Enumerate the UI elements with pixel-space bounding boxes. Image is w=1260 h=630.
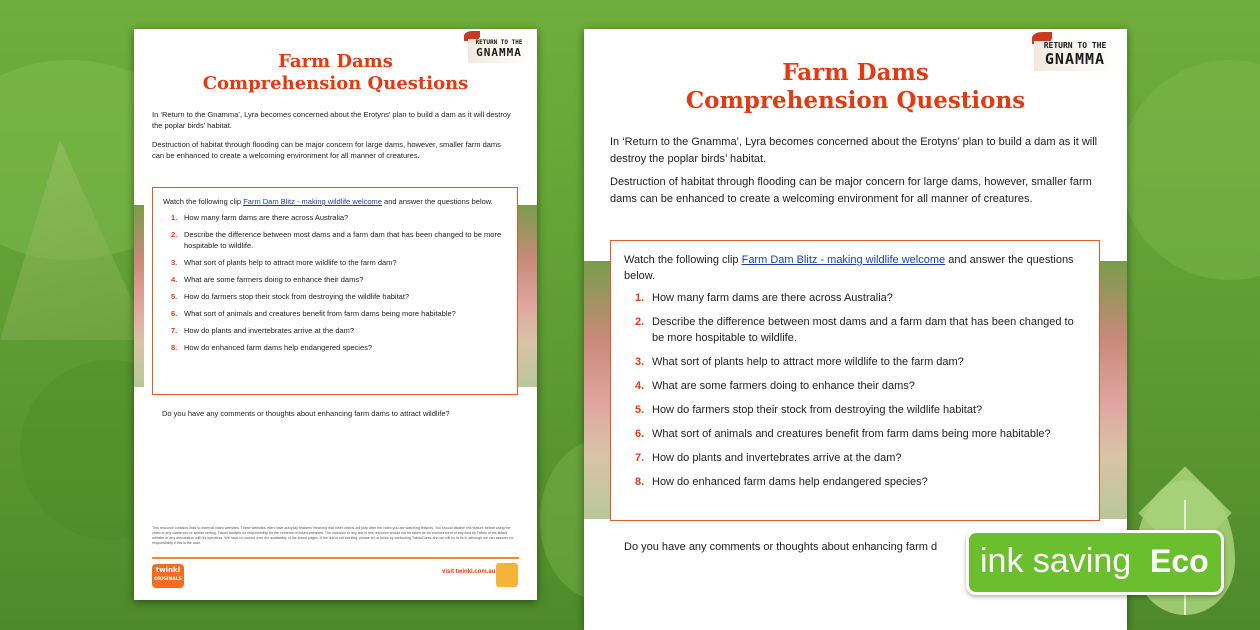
- intro-paragraph: In ‘Return to the Gnamma’, Lyra becomes concerned about the Erotyns’ plan to build a dam as it will destroy the poplar birds’ habitat.: [152, 110, 511, 130]
- badge-icon: [496, 563, 518, 587]
- background-foliage: [1120, 60, 1260, 280]
- footer-disclaimer: This resource contains links to external video websites. These websites often have autoplay features meaning that other videos will play after the video you are watching finishes. You should disable this feature before using the video in any classroom or similar setting. Twinkl accepts no responsibility for the contents of linked websites. The inclusion of any link in this resource should not be taken as an endorsement of any kind by Twinkl of the linked website or any association with its operators. We have no control over the availability of the linked pages. If the link is not working, please let us know by contacting TwinklCares and we will try to fix it, although we can assume no responsibility if this is the case.: [152, 526, 514, 545]
- context-paragraph: Destruction of habitat through flooding can be major concern for large dams, however, smaller farm dams can be enhanced to create a welcoming environment for all manner of creatures.: [610, 176, 1092, 205]
- questions-intro: Watch the following clip Farm Dam Blitz - making wildlife welcome and answer the questions below.: [624, 254, 1074, 282]
- video-link[interactable]: Farm Dam Blitz - making wildlife welcome: [243, 197, 382, 206]
- closing-question: Do you have any comments or thoughts about enhancing farm d: [624, 541, 938, 553]
- page-title: Farm Dams Comprehension Questions: [202, 51, 469, 94]
- questions-box: [152, 187, 518, 395]
- illustration-strip: [1100, 261, 1127, 519]
- illustration-strip: [134, 205, 144, 387]
- question-item: 1. How many farm dams are there across Australia?: [171, 213, 349, 222]
- page-title: Farm Dams Comprehension Questions: [685, 59, 1026, 114]
- ink-saving-label: ink saving: [980, 542, 1132, 580]
- questions-list: [624, 290, 1086, 490]
- questions-box: [610, 240, 1100, 521]
- question-item: 6. What sort of animals and creatures benefit from farm dams being more habitable?: [635, 428, 1051, 440]
- illustration-strip: [584, 261, 611, 519]
- question-item: 5. How do farmers stop their stock from destroying the wildlife habitat?: [171, 292, 410, 301]
- eco-label: Eco: [1150, 543, 1209, 579]
- questions-list: [163, 212, 507, 353]
- closing-question: Do you have any comments or thoughts about enhancing farm dams to attract wildlife?: [162, 409, 450, 418]
- video-link[interactable]: Farm Dam Blitz - making wildlife welcome: [741, 254, 946, 266]
- question-item: 7. How do plants and invertebrates arrive at the dam?: [171, 326, 355, 335]
- question-item: 8. How do enhanced farm dams help endangered species?: [171, 343, 373, 352]
- illustration-strip: [518, 205, 537, 387]
- question-item: 3. What sort of plants help to attract more wildlife to the farm dam?: [635, 356, 964, 368]
- footer-divider: [152, 557, 519, 559]
- question-item: 6. What sort of animals and creatures benefit from farm dams being more habitable?: [171, 309, 456, 318]
- question-item: 5. How do farmers stop their stock from destroying the wildlife habitat?: [635, 404, 983, 416]
- question-item: 4. What are some farmers doing to enhance their dams?: [171, 275, 364, 284]
- question-item: 2. Describe the difference between most dams and a farm dam that has been changed to be more hospitable to wildlife.: [171, 230, 502, 250]
- series-logo: RETURN TO THE GNAMMA: [1034, 41, 1116, 71]
- context-paragraph: Destruction of habitat through flooding can be major concern for large dams, however, smaller farm dams can be enhanced to create a welcoming environment for all manner of creatures.: [152, 140, 501, 160]
- worksheet-preview-full: [134, 29, 537, 600]
- series-logo: RETURN TO THE GNAMMA: [468, 39, 530, 63]
- question-item: 3. What sort of plants help to attract more wildlife to the farm dam?: [171, 258, 397, 267]
- question-item: 2. Describe the difference between most dams and a farm dam that has been changed to be more hospitable to wildlife.: [635, 316, 1074, 344]
- website-url: visit twinkl.com.au: [442, 569, 496, 575]
- question-item: 7. How do plants and invertebrates arrive at the dam?: [635, 452, 902, 464]
- question-item: 1. How many farm dams are there across Australia?: [635, 292, 893, 304]
- twinkl-originals-logo: twinkl ORIGINALS: [152, 564, 184, 588]
- questions-intro: Watch the following clip Farm Dam Blitz - making wildlife welcome and answer the questions below.: [163, 197, 493, 206]
- question-item: 4. What are some farmers doing to enhance their dams?: [635, 380, 915, 392]
- intro-paragraph: In ‘Return to the Gnamma’, Lyra becomes concerned about the Erotyns’ plan to build a dam as it will destroy the poplar birds’ habitat.: [610, 136, 1098, 165]
- question-item: 8. How do enhanced farm dams help endangered species?: [635, 476, 928, 488]
